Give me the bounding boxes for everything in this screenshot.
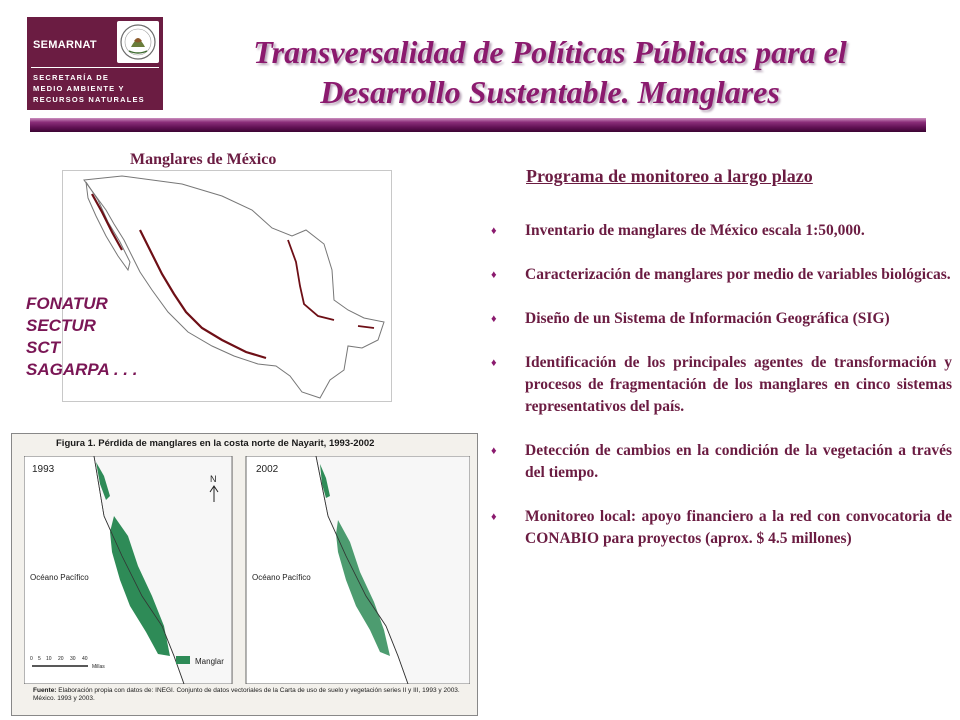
logo-line-2: MEDIO AMBIENTE Y bbox=[33, 84, 125, 93]
scale-tick-30: 30 bbox=[70, 656, 76, 662]
agency-sagarpa: SAGARPA . . . bbox=[26, 360, 138, 379]
scale-tick-0: 0 bbox=[30, 656, 33, 662]
semarnat-logo bbox=[27, 17, 163, 110]
bullet-text: Detección de cambios en la condición de la vegetación a través del tiempo. bbox=[525, 442, 952, 481]
bullet-item bbox=[491, 264, 952, 286]
mexico-seal-icon bbox=[117, 21, 159, 63]
diamond-bullet-icon: ♦ bbox=[491, 445, 497, 457]
program-bullet-list bbox=[491, 220, 952, 550]
scale-tick-40: 40 bbox=[82, 656, 88, 662]
diamond-bullet-icon: ♦ bbox=[491, 511, 497, 523]
slide-title-line-2: Desarrollo Sustentable. Manglares bbox=[320, 74, 780, 110]
figure-title: Figura 1. Pérdida de manglares en la costa norte de Nayarit, 1993-2002 bbox=[56, 438, 375, 449]
agency-fonatur: FONATUR bbox=[26, 294, 108, 313]
bullet-text: Diseño de un Sistema de Información Geográfica (SIG) bbox=[525, 310, 890, 327]
bullet-item bbox=[491, 352, 952, 418]
logo-line-1: SECRETARÍA DE bbox=[33, 73, 110, 82]
diamond-bullet-icon: ♦ bbox=[491, 269, 497, 281]
logo-line-3: RECURSOS NATURALES bbox=[33, 95, 145, 104]
bullet-item bbox=[491, 506, 952, 550]
logo-name: SEMARNAT bbox=[33, 39, 97, 51]
slide-title-line-1: Transversalidad de Políticas Públicas para el bbox=[253, 34, 847, 70]
year-2002: 2002 bbox=[256, 464, 279, 475]
bullet-text: Monitoreo local: apoyo financiero a la red con convocatoria de CONABIO para proyectos (aprox. $ 4.5 millones) bbox=[525, 508, 952, 547]
scale-tick-5: 5 bbox=[38, 656, 41, 662]
bullet-text: Identificación de los principales agentes de transformación y procesos de fragmentación de los manglares en cinco sistemas representativos del país. bbox=[525, 354, 952, 415]
bullet-item bbox=[491, 440, 952, 484]
figure-source-label: Fuente: bbox=[33, 687, 57, 694]
diamond-bullet-icon: ♦ bbox=[491, 313, 497, 325]
north-label: N bbox=[210, 474, 217, 484]
bullet-item bbox=[491, 220, 952, 242]
diamond-bullet-icon: ♦ bbox=[491, 225, 497, 237]
logo-divider bbox=[31, 67, 159, 68]
agency-list bbox=[26, 293, 137, 381]
year-1993: 1993 bbox=[32, 464, 55, 475]
agency-sct: SCT bbox=[26, 338, 60, 357]
agency-sectur: SECTUR bbox=[26, 316, 96, 335]
figure-source-text: Elaboración propia con datos de: INEGI. Conjunto de datos vectoriales de la Carta de uso de suelo y vegetación series II y III, 1993 y 2003. México. 1993 y 2003. bbox=[33, 687, 460, 702]
scale-tick-20: 20 bbox=[58, 656, 64, 662]
bullet-text: Caracterización de manglares por medio de variables biológicas. bbox=[525, 266, 951, 283]
nayarit-mangrove-figure bbox=[24, 456, 470, 684]
program-title: Programa de monitoreo a largo plazo bbox=[526, 166, 813, 186]
title-underline-bar bbox=[30, 118, 926, 132]
slide-title bbox=[170, 32, 930, 112]
diamond-bullet-icon: ♦ bbox=[491, 357, 497, 369]
ocean-label-1993: Océano Pacífico bbox=[30, 573, 89, 582]
legend-label: Manglar bbox=[195, 657, 224, 666]
bullet-text: Inventario de manglares de México escala 1:50,000. bbox=[525, 222, 865, 239]
figure-source bbox=[33, 687, 473, 703]
bullet-item bbox=[491, 308, 952, 330]
mexico-map-title: Manglares de México bbox=[130, 151, 277, 168]
scale-tick-10: 10 bbox=[46, 656, 52, 662]
ocean-label-2002: Océano Pacífico bbox=[252, 573, 311, 582]
scale-units: Millas bbox=[92, 664, 105, 670]
legend-swatch bbox=[176, 656, 190, 664]
